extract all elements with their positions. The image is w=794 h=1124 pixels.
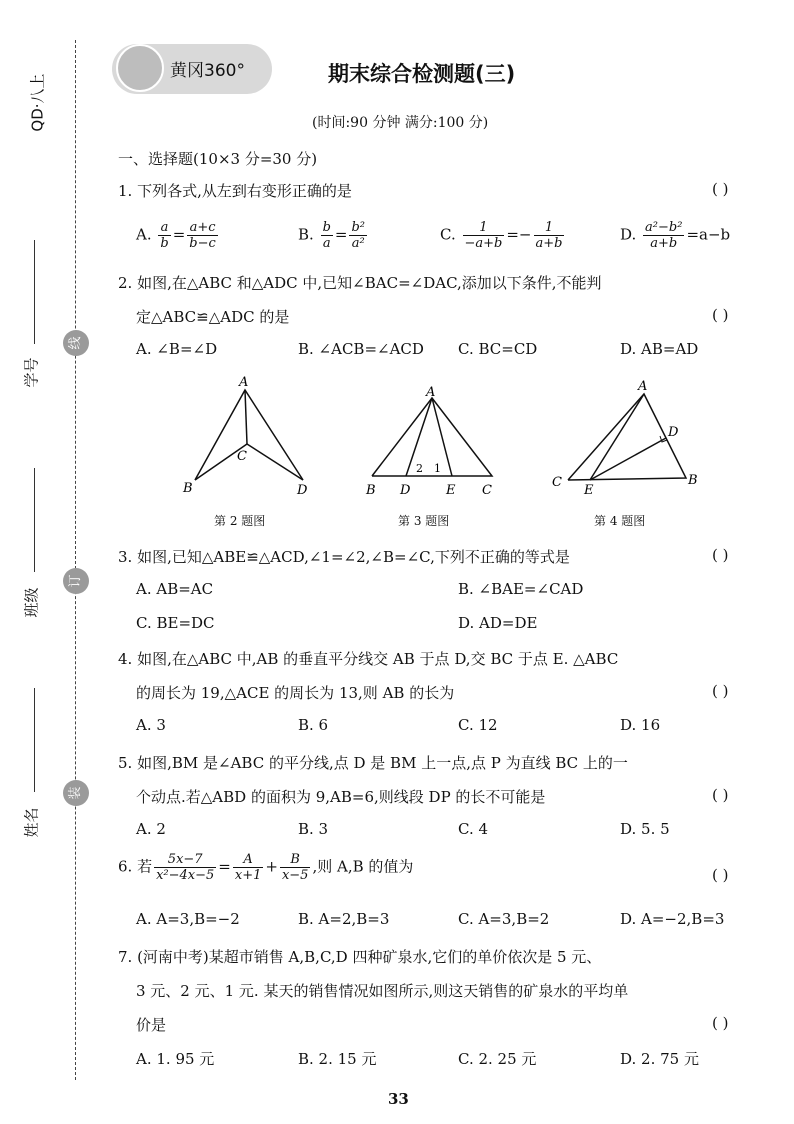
q2-stem-line2: 定△ABC≌△ADC 的是: [136, 308, 290, 326]
f2-label-a: A: [239, 375, 249, 390]
zhuang-mark: 装: [63, 780, 89, 806]
q5-option-b: B. 3: [298, 820, 329, 838]
f3-label-b: B: [366, 483, 376, 498]
q1-option-a: A. $\frac{a}{b}$ = $\frac{a+c}{b-c}$: [136, 220, 216, 251]
section-heading: 一、选择题(10×3 分=30 分): [118, 150, 318, 168]
q3-option-d: D. AD=DE: [458, 614, 538, 632]
q1-option-d: D. $\frac{\text{a²−b²}}{a+b}$ =a−b: [620, 220, 731, 251]
f3-label-e: E: [446, 483, 456, 498]
q7-stem-line2: 3 元、2 元、1 元. 某天的销售情况如图所示,则这天销售的矿泉水的平均单: [136, 982, 629, 1000]
q4-option-d: D. 16: [620, 716, 661, 734]
page-number: 33: [388, 1090, 409, 1108]
q6-stem: 6. 若 $\frac{5x-7}{\text{x²−4x−5}}$ = $\frac{A}{x+1}$ + $\frac{B}{x-5}$ ,则 A,B 的值为: [118, 852, 414, 883]
f3-label-d: D: [400, 483, 411, 498]
q4-stem-line2: 的周长为 19,△ACE 的周长为 13,则 AB 的长为: [136, 684, 455, 702]
name-label: 姓名: [22, 807, 41, 838]
q7-option-c: C. 2. 25 元: [458, 1050, 537, 1068]
binding-line: [75, 40, 76, 1080]
brand-logo-text: 黄冈360°: [170, 61, 245, 81]
f3-angle-1: 1: [434, 462, 441, 475]
q1-option-c: C. $\frac{1}{-a+b}$ =− $\frac{1}{a+b}$: [440, 220, 563, 251]
q3-option-a: A. AB=AC: [136, 580, 214, 598]
q2-option-c: C. BC=CD: [458, 340, 538, 358]
f4-label-a: A: [638, 379, 648, 394]
xian-mark: 线: [63, 330, 89, 356]
mascot-icon: [116, 44, 164, 92]
q7-option-b: B. 2. 15 元: [298, 1050, 377, 1068]
f3-label-a: A: [426, 386, 436, 400]
grade-label: QD·八上: [28, 73, 47, 132]
exam-info: (时间:90 分钟 满分:100 分): [312, 115, 489, 131]
f4-label-b: B: [688, 473, 698, 488]
q2-option-b: B. ∠ACB=∠ACD: [298, 340, 424, 358]
f2-label-d: D: [297, 483, 308, 498]
q2-answer-blank[interactable]: ( ): [712, 306, 729, 324]
q7-stem-line3: 价是: [136, 1016, 167, 1034]
figure-q2-caption: 第 2 题图: [214, 514, 266, 528]
q2-option-a: A. ∠B=∠D: [136, 340, 218, 358]
q4-answer-blank[interactable]: ( ): [712, 682, 729, 700]
student-number-blank[interactable]: [34, 240, 35, 344]
q6-option-b: B. A=2,B=3: [298, 910, 390, 928]
name-blank[interactable]: [34, 688, 35, 792]
class-label: 班级: [22, 587, 41, 618]
q6-option-c: C. A=3,B=2: [458, 910, 550, 928]
figure-q3-caption: 第 3 题图: [398, 514, 450, 528]
f4-label-c: C: [552, 475, 562, 490]
q7-option-a: A. 1. 95 元: [136, 1050, 215, 1068]
q4-option-a: A. 3: [136, 716, 166, 734]
q5-stem-line2: 个动点.若△ABD 的面积为 9,AB=6,则线段 DP 的长不可能是: [136, 788, 546, 806]
student-number-label: 学号: [22, 357, 41, 388]
q3-option-b: B. ∠BAE=∠CAD: [458, 580, 584, 598]
q5-option-c: C. 4: [458, 820, 489, 838]
f4-label-d: D: [668, 425, 679, 440]
q4-option-b: B. 6: [298, 716, 329, 734]
q1-option-b: B. $\frac{b}{a}$ = $\frac{\text{b²}}{\text{a²}}$: [298, 220, 366, 251]
q2-stem-line1: 2. 如图,在△ABC 和△ADC 中,已知∠BAC=∠DAC,添加以下条件,不能判: [118, 274, 602, 292]
q3-option-c: C. BE=DC: [136, 614, 215, 632]
class-blank[interactable]: [34, 468, 35, 572]
f3-label-c: C: [482, 483, 492, 498]
q7-option-d: D. 2. 75 元: [620, 1050, 699, 1068]
ding-mark: 订: [63, 568, 89, 594]
q4-stem-line1: 4. 如图,在△ABC 中,AB 的垂直平分线交 AB 于点 D,交 BC 于点 E. △ABC: [118, 650, 619, 668]
figure-q2: [175, 372, 325, 500]
q3-stem: 3. 如图,已知△ABE≌△ACD,∠1=∠2,∠B=∠C,下列不正确的等式是: [118, 548, 570, 566]
figure-q4: [548, 376, 708, 496]
q6-answer-blank[interactable]: ( ): [712, 866, 729, 884]
q1-stem: 1. 下列各式,从左到右变形正确的是: [118, 182, 352, 200]
q5-option-a: A. 2: [136, 820, 166, 838]
page-title: 期末综合检测题(三): [328, 62, 516, 86]
f4-label-e: E: [584, 483, 594, 496]
q6-option-a: A. A=3,B=−2: [136, 910, 240, 928]
q4-option-c: C. 12: [458, 716, 498, 734]
q5-option-d: D. 5. 5: [620, 820, 670, 838]
q5-stem-line1: 5. 如图,BM 是∠ABC 的平分线,点 D 是 BM 上一点,点 P 为直线 BC 上的一: [118, 754, 628, 772]
f2-label-b: B: [183, 481, 193, 496]
f2-label-c: C: [237, 449, 247, 464]
q7-answer-blank[interactable]: ( ): [712, 1014, 729, 1032]
q3-answer-blank[interactable]: ( ): [712, 546, 729, 564]
q1-answer-blank[interactable]: ( ): [712, 180, 729, 198]
q7-stem-line1: 7. (河南中考)某超市销售 A,B,C,D 四种矿泉水,它们的单价依次是 5 元、: [118, 948, 602, 966]
f3-angle-2: 2: [416, 462, 423, 475]
figure-q3: [360, 386, 500, 498]
q5-answer-blank[interactable]: ( ): [712, 786, 729, 804]
q6-option-d: D. A=−2,B=3: [620, 910, 725, 928]
figure-q4-caption: 第 4 题图: [594, 514, 646, 528]
q2-option-d: D. AB=AD: [620, 340, 699, 358]
